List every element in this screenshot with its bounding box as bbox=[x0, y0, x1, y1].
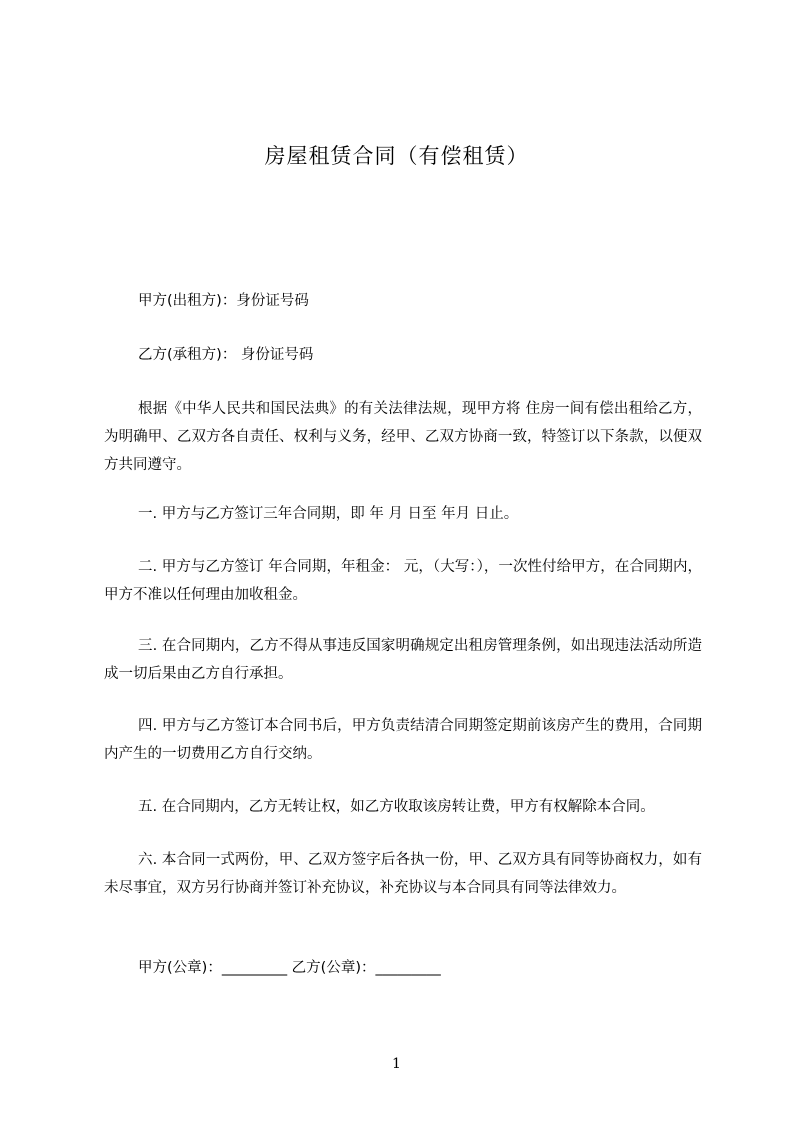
party-b-line: 乙方(承租方)： 身份证号码 bbox=[138, 347, 314, 363]
clause-3: 三. 在合同期内，乙方不得从事违反国家明确规定出租房管理条例，如出现违法活动所造成一切后果由乙方自行承担。 bbox=[104, 638, 702, 682]
party-a-line: 甲方(出租方)：身份证号码 bbox=[138, 293, 309, 309]
clause-1: 一. 甲方与乙方签订三年合同期，即 年 月 日至 年月 日止。 bbox=[138, 506, 519, 522]
clause-2: 二. 甲方与乙方签订 年合同期，年租金： 元，（大写：），一次性付给甲方，在合同期内，甲方不准以任何理由加收租金。 bbox=[104, 559, 702, 603]
clause-4: 四. 甲方与乙方签订本合同书后，甲方负责结清合同期签定期前该房产生的费用，合同期内产生的一切费用乙方自行交纳。 bbox=[104, 718, 702, 762]
clause-6: 六. 本合同一式两份，甲、乙双方签字后各执一份，甲、乙双方具有同等协商权力，如有未尽事宜，双方另行协商并签订补充协议，补充协议与本合同具有同等法律效力。 bbox=[104, 852, 702, 896]
page-number: 1 bbox=[392, 1056, 401, 1072]
document-title: 房屋租赁合同（有偿租赁） bbox=[264, 144, 529, 168]
clause-5: 五. 在合同期内，乙方无转让权，如乙方收取该房转让费，甲方有权解除本合同。 bbox=[138, 799, 655, 815]
preamble-paragraph: 根据《中华人民共和国民法典》的有关法律法规，现甲方将 住房一间有偿出租给乙方，为明确甲、乙双方各自责任、权利与义务，经甲、乙双方协商一致，特签订以下条款，以便双方共同遵守。 bbox=[104, 401, 702, 473]
signature-line: 甲方(公章)：_________ 乙方(公章)：_________ bbox=[138, 960, 441, 976]
